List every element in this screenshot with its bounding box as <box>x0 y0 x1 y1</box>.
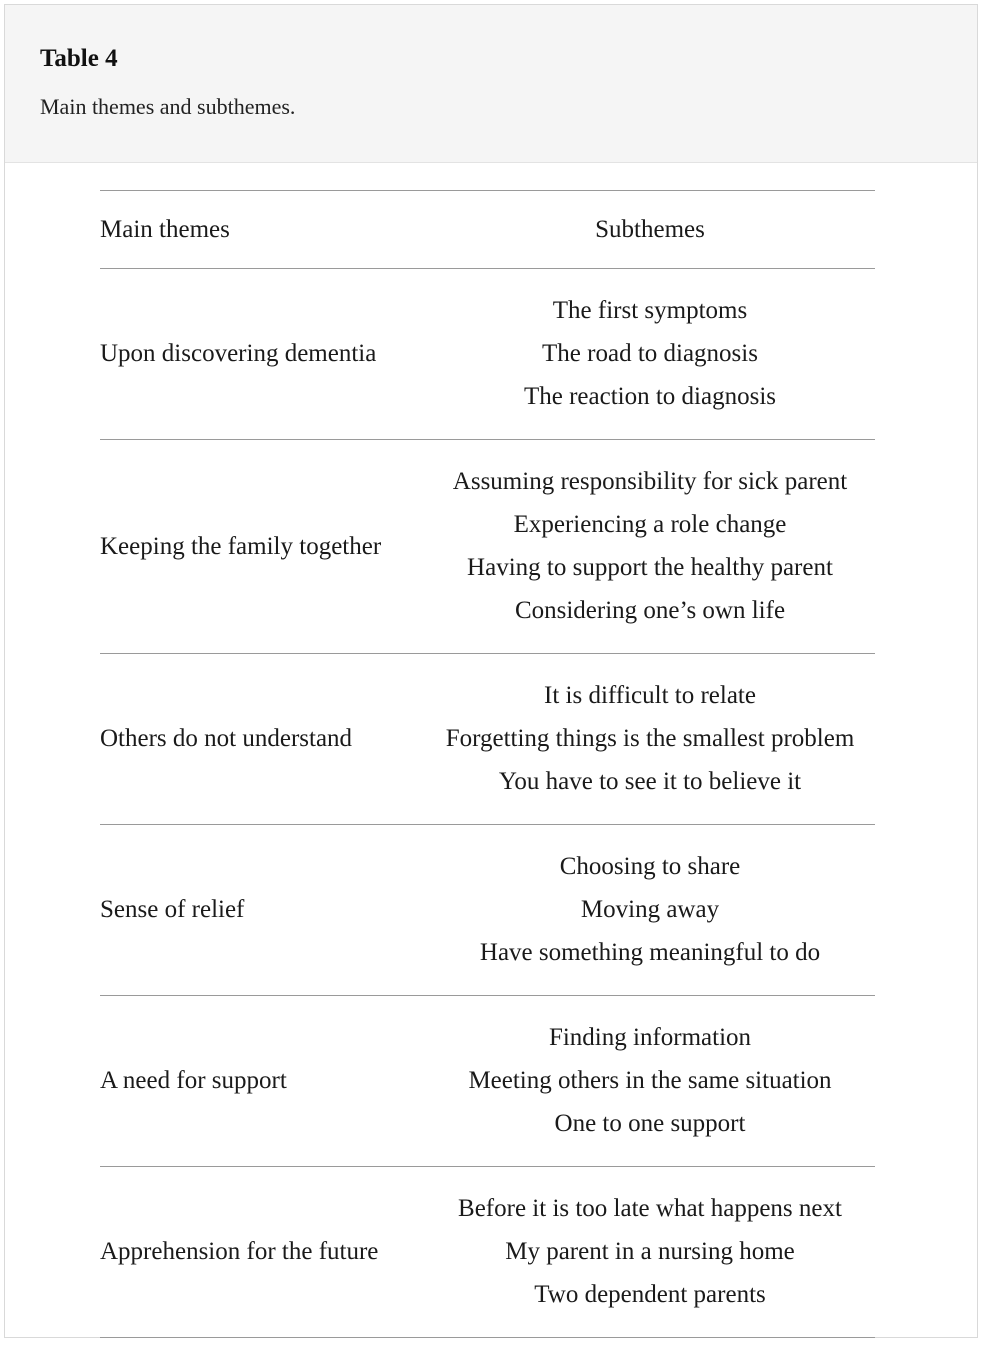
table-title: Table 4 <box>40 45 118 72</box>
main-theme-cell: A need for support <box>100 1067 287 1094</box>
main-theme-cell: Others do not understand <box>100 725 353 752</box>
subtheme-item: The first symptoms <box>552 297 748 324</box>
subtheme-item: Assuming responsibility for sick parent <box>452 468 848 495</box>
subthemes-cell <box>425 269 875 440</box>
header-main-themes: Main themes <box>100 215 230 243</box>
subtheme-item: Experiencing a role change <box>513 511 787 538</box>
header-subthemes: Subthemes <box>595 215 705 243</box>
subtheme-item: One to one support <box>554 1110 746 1137</box>
table-row <box>100 825 875 996</box>
subtheme-item: Meeting others in the same situation <box>468 1067 832 1094</box>
table-row <box>100 654 875 825</box>
subtheme-item: You have to see it to believe it <box>498 768 802 795</box>
subtheme-item: The reaction to diagnosis <box>523 383 776 410</box>
subthemes-cell <box>425 996 875 1167</box>
table-row <box>100 269 875 440</box>
subtheme-item: My parent in a nursing home <box>505 1238 795 1265</box>
subtheme-item: Considering one’s own life <box>514 597 786 624</box>
main-theme-cell: Keeping the family together <box>100 532 382 560</box>
table-header <box>100 191 875 269</box>
subtheme-item: Having to support the healthy parent <box>467 554 833 581</box>
subtheme-item: Choosing to share <box>559 853 741 880</box>
table-body <box>100 269 875 1338</box>
subtheme-item: The road to diagnosis <box>542 340 758 367</box>
main-theme-cell: Apprehension for the future <box>100 1238 379 1265</box>
subtheme-item: It is difficult to relate <box>544 682 756 709</box>
subtheme-item: Finding information <box>548 1024 752 1051</box>
subtheme-item: Before it is too late what happens next <box>458 1195 842 1222</box>
themes-table <box>100 190 875 1338</box>
subthemes-cell <box>425 825 875 996</box>
table-row <box>100 440 875 654</box>
table-caption <box>5 5 977 163</box>
table-description: Main themes and subthemes. <box>40 94 296 119</box>
subtheme-item: Moving away <box>580 896 720 923</box>
subtheme-item: Have something meaningful to do <box>479 939 821 966</box>
table-row <box>100 1167 875 1338</box>
main-theme-cell: Sense of relief <box>100 896 245 923</box>
subthemes-cell <box>425 1167 875 1338</box>
subtheme-item: Two dependent parents <box>534 1281 766 1308</box>
header-row <box>100 191 875 269</box>
subthemes-cell <box>425 440 875 654</box>
subthemes-cell <box>425 654 875 825</box>
subtheme-item: Forgetting things is the smallest problem <box>445 725 855 752</box>
themes-table-wrapper <box>100 190 875 1338</box>
main-theme-cell: Upon discovering dementia <box>100 340 377 367</box>
table-row <box>100 996 875 1167</box>
